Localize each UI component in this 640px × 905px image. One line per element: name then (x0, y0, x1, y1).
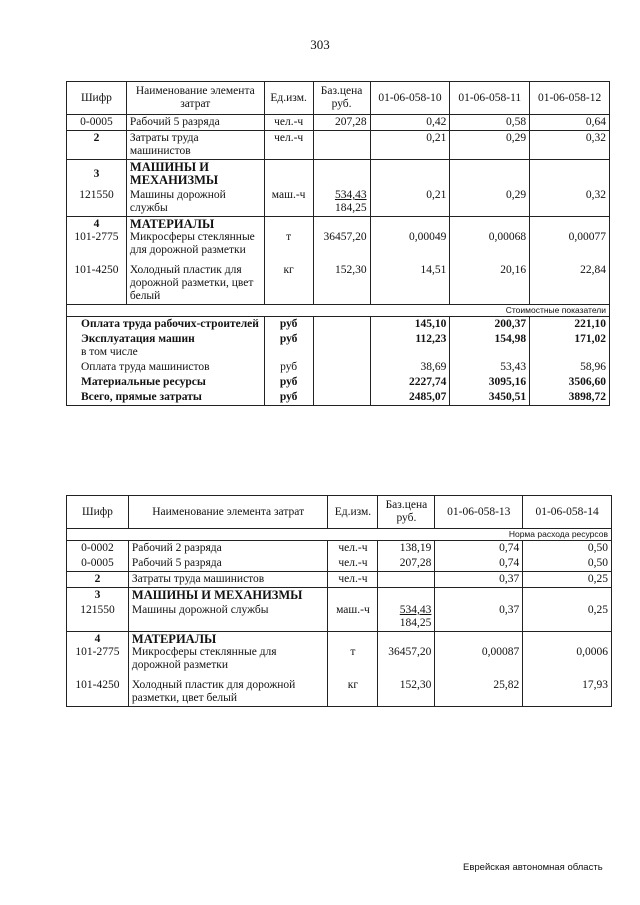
header-col-10: 01-06-058-10 (370, 82, 450, 115)
page-number: 303 (310, 37, 330, 52)
resource-table-2 (66, 495, 612, 707)
header-col-12: 01-06-058-12 (530, 82, 610, 115)
cost-row: Материальные ресурсы руб 2227,74 3095,16 3506,60 (67, 375, 610, 390)
table-row: 101-4250 Холодный пластик для дорожной разметки, цвет белый кг 152,30 25,82 17,93 (67, 673, 612, 707)
subheader-row: Стоимостные показатели (67, 305, 610, 317)
table-row: 0-0002 Рабочий 2 разряда чел.-ч 138,19 0,74 0,50 (67, 541, 612, 557)
region-footer: Еврейская автономная область (463, 862, 603, 873)
table-row: 2 Затраты труда машинистов чел.-ч 0,21 0,29 0,32 (67, 131, 610, 160)
section-row-materials: 4 101-2775 МАТЕРИАЛЫ Микросферы стеклянные для дорожной разметки т 36457,20 0,00049 0,00068 0,00077 (67, 217, 610, 259)
table-header-row (67, 496, 612, 529)
header-col-14: 01-06-058-14 (523, 496, 612, 529)
section-row-machines: 3 МАШИНЫ И МЕХАНИЗМЫ (67, 160, 610, 189)
table-row: 0-0005 Рабочий 5 разряда чел.-ч 207,28 0,74 0,50 (67, 556, 612, 572)
cost-row: Оплата труда машинистов руб 38,69 53,43 58,96 (67, 360, 610, 375)
table-row: 121550 Машины дорожной службы маш.-ч 534,43 184,25 0,21 0,29 0,32 (67, 188, 610, 217)
header-col-11: 01-06-058-11 (450, 82, 530, 115)
section-row-machines: 3 МАШИНЫ И МЕХАНИЗМЫ (67, 588, 612, 604)
header-unit: Ед.изм. (264, 82, 313, 115)
resource-table-1 (66, 81, 610, 406)
header-name: Наименование элемента затрат (126, 82, 264, 115)
table-row: 0-0005 Рабочий 5 разряда чел.-ч 207,28 0,42 0,58 0,64 (67, 115, 610, 131)
cost-row: Оплата труда рабочих-строителей руб 145,10 200,37 221,10 (67, 317, 610, 333)
header-price: Баз.цена руб. (378, 496, 435, 529)
section-row-materials: 4 101-2775 МАТЕРИАЛЫ Микросферы стеклянные для дорожной разметки т 36457,20 0,00087 0,0006 (67, 632, 612, 674)
header-name: Наименование элемента затрат (128, 496, 328, 529)
table-header-row (67, 82, 610, 115)
cost-row: Эксплуатация машин в том числе руб 112,23 154,98 171,02 (67, 332, 610, 360)
header-price: Баз.цена руб. (313, 82, 370, 115)
cost-row-total: Всего, прямые затраты руб 2485,07 3450,51 3898,72 (67, 390, 610, 406)
table-row: 121550 Машины дорожной службы маш.-ч 534,43 184,25 0,37 0,25 (67, 603, 612, 632)
header-code: Шифр (67, 82, 127, 115)
header-unit: Ед.изм. (328, 496, 378, 529)
header-col-13: 01-06-058-13 (435, 496, 523, 529)
table-row: 101-4250 Холодный пластик для дорожной разметки, цвет белый кг 152,30 14,51 20,16 22,84 (67, 258, 610, 305)
table-row: 2 Затраты труда машинистов чел.-ч 0,37 0,25 (67, 572, 612, 588)
subheader-row: Норма расхода ресурсов (67, 529, 612, 541)
header-code: Шифр (67, 496, 129, 529)
